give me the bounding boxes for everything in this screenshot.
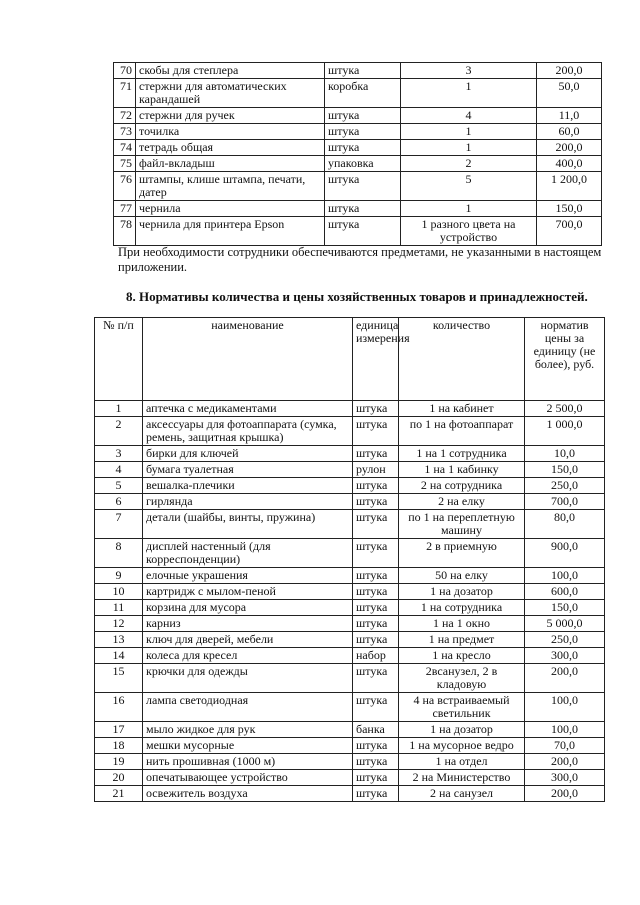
header-quantity: количество (399, 318, 525, 401)
row-quantity: 5 (401, 172, 537, 201)
row-price: 150,0 (525, 600, 605, 616)
table-row (95, 616, 605, 632)
table-row (95, 693, 605, 722)
row-name: точилка (136, 124, 325, 140)
row-name: гирлянда (143, 494, 353, 510)
table-row (95, 462, 605, 478)
row-unit: штука (353, 616, 399, 632)
row-price: 150,0 (537, 201, 602, 217)
supplies-table-continued (113, 62, 602, 246)
header-name: наименование (143, 318, 353, 401)
row-name: штампы, клише штампа, печати, датер (136, 172, 325, 201)
row-name: чернила для принтера Epson (136, 217, 325, 246)
row-unit: штука (353, 417, 399, 446)
row-unit: штука (353, 494, 399, 510)
row-name: колеса для кресел (143, 648, 353, 664)
row-price: 600,0 (525, 584, 605, 600)
row-price: 900,0 (525, 539, 605, 568)
row-number: 11 (95, 600, 143, 616)
row-unit: штука (353, 770, 399, 786)
row-quantity: 1 на дозатор (399, 722, 525, 738)
row-quantity: 50 на елку (399, 568, 525, 584)
row-unit: штука (353, 632, 399, 648)
row-price: 100,0 (525, 568, 605, 584)
table-row (114, 140, 602, 156)
row-quantity: 1 (401, 201, 537, 217)
row-quantity: 1 на дозатор (399, 584, 525, 600)
row-name: ключ для дверей, мебели (143, 632, 353, 648)
header-row (95, 318, 605, 401)
row-number: 18 (95, 738, 143, 754)
row-number: 2 (95, 417, 143, 446)
row-price: 200,0 (537, 140, 602, 156)
row-name: опечатывающее устройство (143, 770, 353, 786)
table-row (95, 584, 605, 600)
row-number: 70 (114, 63, 136, 79)
row-number: 19 (95, 754, 143, 770)
row-unit: штука (353, 510, 399, 539)
row-price: 1 000,0 (525, 417, 605, 446)
row-name: елочные украшения (143, 568, 353, 584)
row-quantity: 2 (401, 156, 537, 172)
row-number: 73 (114, 124, 136, 140)
row-number: 1 (95, 401, 143, 417)
row-price: 200,0 (525, 664, 605, 693)
row-quantity: по 1 на переплетную машину (399, 510, 525, 539)
row-number: 15 (95, 664, 143, 693)
row-unit: набор (353, 648, 399, 664)
row-quantity: 2 на санузел (399, 786, 525, 802)
table-row (114, 79, 602, 108)
table-row (114, 172, 602, 201)
row-price: 150,0 (525, 462, 605, 478)
table-row (95, 446, 605, 462)
row-quantity: 1 на 1 окно (399, 616, 525, 632)
row-price: 5 000,0 (525, 616, 605, 632)
table-row (95, 494, 605, 510)
row-number: 76 (114, 172, 136, 201)
row-quantity: 1 на отдел (399, 754, 525, 770)
row-price: 100,0 (525, 722, 605, 738)
table-row (95, 770, 605, 786)
row-number: 20 (95, 770, 143, 786)
row-name: освежитель воздуха (143, 786, 353, 802)
row-unit: штука (353, 568, 399, 584)
row-price: 50,0 (537, 79, 602, 108)
row-number: 3 (95, 446, 143, 462)
row-number: 5 (95, 478, 143, 494)
row-quantity: 1 на мусорное ведро (399, 738, 525, 754)
row-unit: штука (353, 664, 399, 693)
row-unit: штука (353, 401, 399, 417)
row-name: чернила (136, 201, 325, 217)
row-price: 100,0 (525, 693, 605, 722)
row-price: 70,0 (525, 738, 605, 754)
table-row (95, 478, 605, 494)
row-name: скобы для степлера (136, 63, 325, 79)
row-unit: штука (353, 786, 399, 802)
table-row (95, 568, 605, 584)
row-price: 700,0 (525, 494, 605, 510)
row-unit: банка (353, 722, 399, 738)
row-price: 400,0 (537, 156, 602, 172)
row-name: карниз (143, 616, 353, 632)
row-number: 7 (95, 510, 143, 539)
row-number: 21 (95, 786, 143, 802)
row-number: 78 (114, 217, 136, 246)
row-name: крючки для одежды (143, 664, 353, 693)
row-price: 200,0 (537, 63, 602, 79)
row-quantity: 2 на елку (399, 494, 525, 510)
table-row (95, 738, 605, 754)
row-unit: рулон (353, 462, 399, 478)
row-unit: штука (353, 478, 399, 494)
row-quantity: 2 в приемную (399, 539, 525, 568)
row-unit: штука (325, 201, 401, 217)
row-price: 11,0 (537, 108, 602, 124)
row-quantity: 1 на кабинет (399, 401, 525, 417)
row-name: стержни для ручек (136, 108, 325, 124)
row-unit: штука (325, 108, 401, 124)
row-number: 74 (114, 140, 136, 156)
row-name: аксессуары для фотоаппарата (сумка, ремень, защитная крышка) (143, 417, 353, 446)
row-quantity: 1 (401, 124, 537, 140)
row-unit: штука (325, 217, 401, 246)
row-price: 250,0 (525, 478, 605, 494)
row-unit: штука (353, 738, 399, 754)
row-number: 75 (114, 156, 136, 172)
row-name: лампа светодиодная (143, 693, 353, 722)
row-number: 10 (95, 584, 143, 600)
table-row (114, 108, 602, 124)
row-quantity: 1 (401, 79, 537, 108)
row-quantity: 4 (401, 108, 537, 124)
row-price: 200,0 (525, 754, 605, 770)
row-price: 250,0 (525, 632, 605, 648)
row-price: 80,0 (525, 510, 605, 539)
table-row (95, 401, 605, 417)
table-row (95, 632, 605, 648)
row-name: тетрадь общая (136, 140, 325, 156)
row-unit: упаковка (325, 156, 401, 172)
row-unit: штука (353, 584, 399, 600)
row-price: 300,0 (525, 770, 605, 786)
row-number: 77 (114, 201, 136, 217)
table-row (95, 664, 605, 693)
table-row (114, 63, 602, 79)
row-number: 16 (95, 693, 143, 722)
table-row (95, 510, 605, 539)
row-price: 700,0 (537, 217, 602, 246)
row-quantity: 1 (401, 140, 537, 156)
row-quantity: 1 разного цвета на устройство (401, 217, 537, 246)
row-name: детали (шайбы, винты, пружина) (143, 510, 353, 539)
row-name: бумага туалетная (143, 462, 353, 478)
row-price: 1 200,0 (537, 172, 602, 201)
row-quantity: по 1 на фотоаппарат (399, 417, 525, 446)
row-name: нить прошивная (1000 м) (143, 754, 353, 770)
row-number: 4 (95, 462, 143, 478)
row-quantity: 1 на предмет (399, 632, 525, 648)
row-price: 60,0 (537, 124, 602, 140)
table-row (114, 201, 602, 217)
row-quantity: 3 (401, 63, 537, 79)
table-row (95, 786, 605, 802)
row-name: вешалка-плечики (143, 478, 353, 494)
row-name: корзина для мусора (143, 600, 353, 616)
row-name: картридж с мылом-пеной (143, 584, 353, 600)
header-unit: единица измерения (353, 318, 399, 401)
row-number: 72 (114, 108, 136, 124)
row-number: 17 (95, 722, 143, 738)
row-quantity: 1 на 1 сотрудника (399, 446, 525, 462)
row-unit: штука (353, 754, 399, 770)
note-text: При необходимости сотрудники обеспечиваются предметами, не указанными в настоящем приложении. (118, 245, 602, 274)
header-number: № п/п (95, 318, 143, 401)
row-unit: штука (353, 693, 399, 722)
household-goods-table (94, 317, 605, 802)
row-number: 9 (95, 568, 143, 584)
row-unit: штука (353, 539, 399, 568)
row-name: файл-вкладыш (136, 156, 325, 172)
row-price: 300,0 (525, 648, 605, 664)
row-name: бирки для ключей (143, 446, 353, 462)
row-price: 2 500,0 (525, 401, 605, 417)
row-number: 14 (95, 648, 143, 664)
row-unit: штука (325, 172, 401, 201)
table-row (95, 648, 605, 664)
row-number: 6 (95, 494, 143, 510)
row-quantity: 2всанузел, 2 в кладовую (399, 664, 525, 693)
row-name: аптечка с медикаментами (143, 401, 353, 417)
row-number: 13 (95, 632, 143, 648)
table-row (95, 600, 605, 616)
row-name: мыло жидкое для рук (143, 722, 353, 738)
table-row (114, 124, 602, 140)
row-quantity: 1 на сотрудника (399, 600, 525, 616)
row-quantity: 2 на сотрудника (399, 478, 525, 494)
row-price: 200,0 (525, 786, 605, 802)
table-row (95, 722, 605, 738)
table-row (114, 156, 602, 172)
row-quantity: 1 на 1 кабинку (399, 462, 525, 478)
table-row (95, 754, 605, 770)
row-quantity: 4 на встраиваемый светильник (399, 693, 525, 722)
row-number: 71 (114, 79, 136, 108)
row-name: стержни для автоматических карандашей (136, 79, 325, 108)
row-unit: штука (325, 124, 401, 140)
row-unit: штука (353, 446, 399, 462)
section-heading: 8. Нормативы количества и цены хозяйственных товаров и принадлежностей. (126, 289, 588, 304)
table-row (95, 539, 605, 568)
row-unit: штука (353, 600, 399, 616)
row-unit: штука (325, 63, 401, 79)
row-name: дисплей настенный (для корреспонденции) (143, 539, 353, 568)
row-number: 12 (95, 616, 143, 632)
table-row (95, 417, 605, 446)
row-quantity: 2 на Министерство (399, 770, 525, 786)
row-unit: штука (325, 140, 401, 156)
table-row (114, 217, 602, 246)
row-name: мешки мусорные (143, 738, 353, 754)
row-unit: коробка (325, 79, 401, 108)
row-quantity: 1 на кресло (399, 648, 525, 664)
row-number: 8 (95, 539, 143, 568)
row-price: 10,0 (525, 446, 605, 462)
header-price: норматив цены за единицу (не более), руб. (525, 318, 605, 401)
